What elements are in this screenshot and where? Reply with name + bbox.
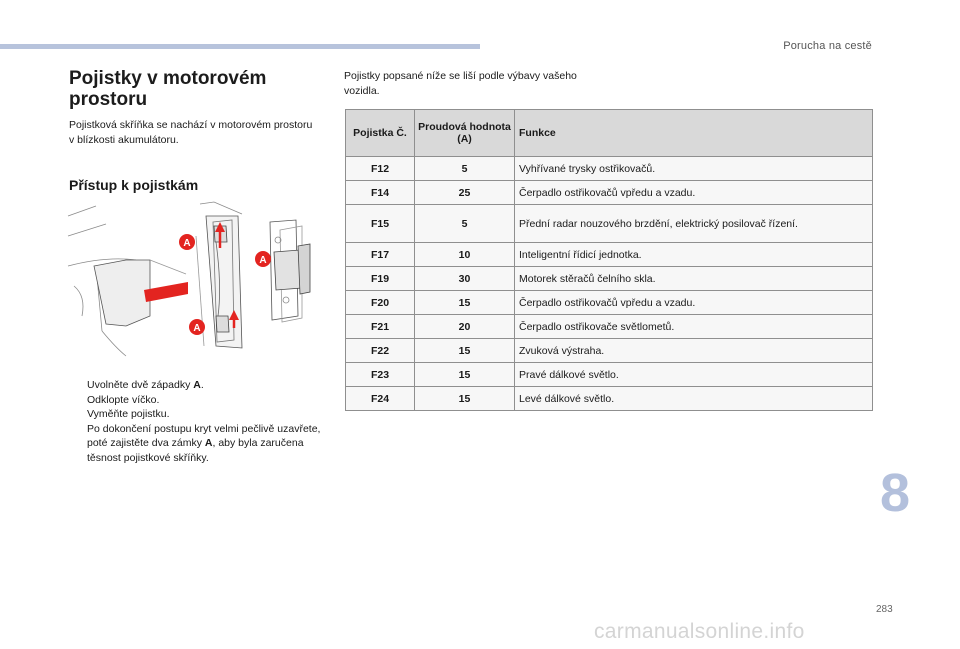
latch-label: A	[193, 379, 201, 391]
table-row	[346, 267, 873, 291]
table-row	[346, 205, 873, 243]
table-row	[346, 315, 873, 339]
callout-a-bottom	[189, 319, 205, 335]
chapter-number: 8	[880, 463, 911, 523]
fuse-number-cell: F12	[346, 157, 415, 181]
fuse-number-cell: F19	[346, 267, 415, 291]
function-cell: Přední radar nouzového brzdění, elektrický posilovač řízení.	[515, 205, 873, 243]
function-cell: Čerpadlo ostřikovačů vpředu a vzadu.	[515, 291, 873, 315]
intro-text: Pojistková skříňka se nachází v motorovém prostoru v blízkosti akumulátoru.	[69, 119, 313, 146]
function-cell: Čerpadlo ostřikovače světlometů.	[515, 315, 873, 339]
latch-label: A	[204, 437, 213, 449]
fuse-table	[345, 109, 873, 411]
page-number: 283	[876, 604, 893, 615]
variant-note: Pojistky popsané níže se liší podle výbavy vašeho vozidla.	[344, 70, 577, 97]
step-text: Uvolněte dvě západky	[87, 379, 194, 391]
fuse-number-cell: F15	[346, 205, 415, 243]
table-header-row	[346, 110, 873, 157]
current-cell: 5	[415, 205, 515, 243]
current-cell: 5	[415, 157, 515, 181]
step-item	[69, 422, 329, 466]
function-cell: Zvuková výstraha.	[515, 339, 873, 363]
steps-list	[69, 378, 329, 465]
fuse-number-cell: F21	[346, 315, 415, 339]
fuse-number-cell: F22	[346, 339, 415, 363]
table-row	[346, 339, 873, 363]
fuse-number-cell: F24	[346, 387, 415, 411]
current-cell: 20	[415, 315, 515, 339]
function-cell: Vyhřívané trysky ostřikovačů.	[515, 157, 873, 181]
current-cell: 10	[415, 243, 515, 267]
table-row	[346, 387, 873, 411]
page-title: Pojistky v motorovém prostoru	[69, 68, 267, 110]
svg-text:A: A	[259, 255, 267, 266]
function-cell: Motorek stěračů čelního skla.	[515, 267, 873, 291]
step-text: Vyměňte pojistku.	[87, 408, 170, 420]
function-cell: Inteligentní řídicí jednotka.	[515, 243, 873, 267]
callout-a-top	[179, 234, 195, 250]
section-title: Porucha na cestě	[783, 40, 872, 52]
function-cell: Levé dálkové světlo.	[515, 387, 873, 411]
table-row	[346, 291, 873, 315]
table-row	[346, 243, 873, 267]
header-function: Funkce	[515, 110, 873, 157]
function-cell: Pravé dálkové světlo.	[515, 363, 873, 387]
step-text: , aby byla zaručena těsnost pojistkové skříňky.	[87, 437, 304, 464]
step-text: Odklopte víčko.	[87, 393, 160, 406]
fuse-number-cell: F17	[346, 243, 415, 267]
table-row	[346, 363, 873, 387]
fuse-number-cell: F23	[346, 363, 415, 387]
fuse-box-illustration	[66, 196, 328, 362]
table-row	[346, 157, 873, 181]
step-text: Po dokončení postupu kryt velmi pečlivě uzavřete, poté zajistěte dva zámky	[87, 422, 321, 449]
table-row	[346, 181, 873, 205]
svg-text:A: A	[183, 238, 191, 249]
current-cell: 15	[415, 291, 515, 315]
current-cell: 15	[415, 363, 515, 387]
step-text: .	[200, 379, 204, 391]
pointer-arrow-icon	[144, 282, 188, 302]
fuse-number-cell: F14	[346, 181, 415, 205]
fuse-number-cell: F20	[346, 291, 415, 315]
svg-text:A: A	[193, 323, 201, 334]
current-cell: 30	[415, 267, 515, 291]
step-item	[69, 378, 329, 393]
current-cell: 15	[415, 387, 515, 411]
header-accent-bar	[0, 44, 480, 49]
header-fuse-number: Pojistka Č.	[346, 110, 415, 157]
step-item	[69, 393, 329, 408]
step-item	[69, 407, 329, 422]
callout-a-right	[255, 251, 271, 267]
watermark: carmanualsonline.info	[594, 620, 805, 643]
function-cell: Čerpadlo ostřikovačů vpředu a vzadu.	[515, 181, 873, 205]
current-cell: 25	[415, 181, 515, 205]
subsection-title: Přístup k pojistkám	[69, 177, 199, 193]
header-current: Proudová hodnota (A)	[415, 110, 515, 157]
current-cell: 15	[415, 339, 515, 363]
